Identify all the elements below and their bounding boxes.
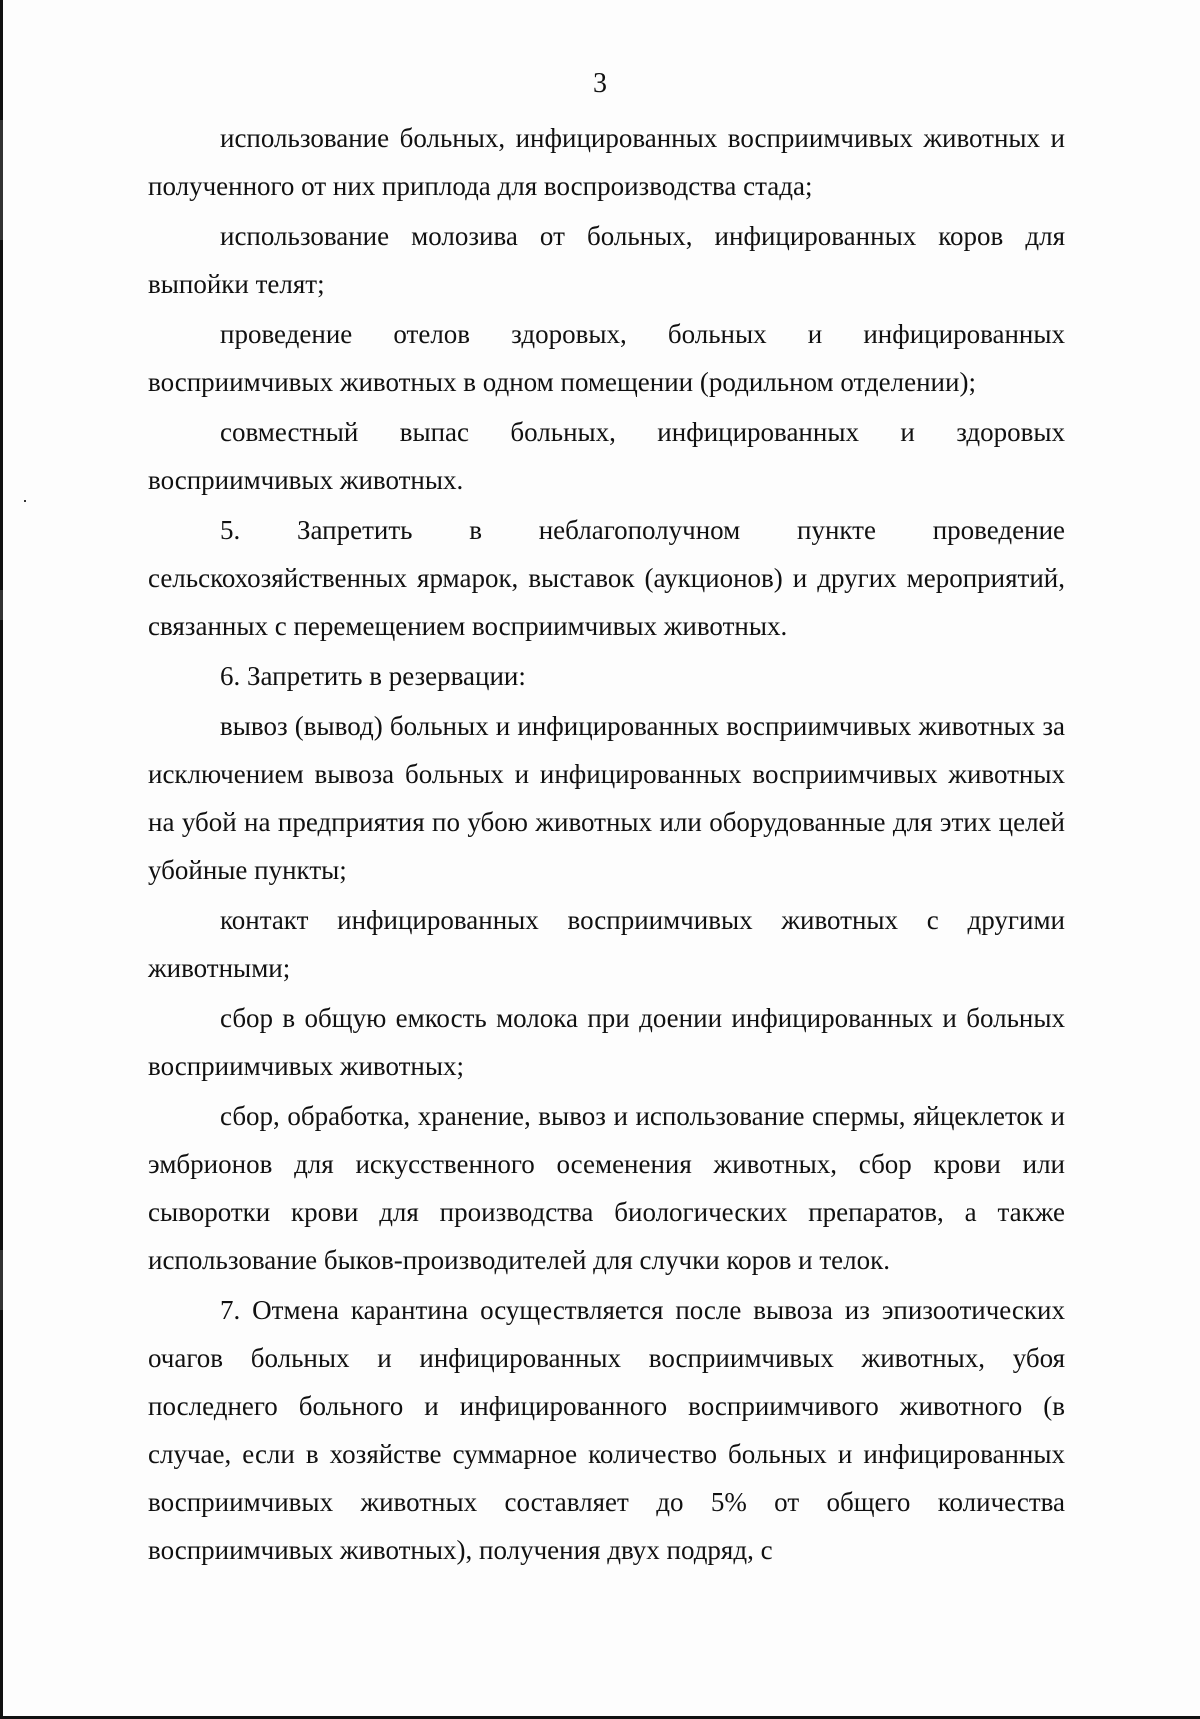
paragraph: сбор в общую емкость молока при доении инфицированных и больных восприимчивых животных; (148, 1003, 1065, 1081)
scan-mark (0, 590, 3, 620)
paragraph: проведение отелов здоровых, больных и инфицированных восприимчивых животных в одном помещении (родильном отделении); (148, 319, 1065, 397)
scan-mark (0, 1250, 3, 1310)
paragraph: 7. Отмена карантина осуществляется после вывоза из эпизоотических очагов больных и инфицированных восприимчивых животных, убоя последнего больного и инфицированного восприимчивого животного (в случае, если в хозяйстве суммарное количество больных и инфицированных восприимчивых животных составляет до 5% от общего количества восприимчивых животных), получения двух подряд, с (148, 1295, 1065, 1565)
paragraph: использование молозива от больных, инфицированных коров для выпойки телят; (148, 221, 1065, 299)
paragraph: контакт инфицированных восприимчивых животных с другими животными; (148, 905, 1065, 983)
paragraph: 6. Запретить в резервации: (220, 661, 526, 691)
body-text (148, 114, 1065, 1574)
page-number: 3 (593, 68, 607, 99)
scan-mark (24, 500, 26, 502)
paragraph: вывоз (вывод) больных и инфицированных восприимчивых животных за исключением вывоза больных и инфицированных восприимчивых животных на убой на предприятия по убою животных или оборудованные для этих целей убойные пункты; (148, 711, 1065, 885)
paragraph: использование больных, инфицированных восприимчивых животных и полученного от них приплода для воспроизводства стада; (148, 123, 1065, 201)
paragraph: совместный выпас больных, инфицированных и здоровых восприимчивых животных. (148, 417, 1065, 495)
scan-left-edge (0, 0, 3, 1719)
paragraph: сбор, обработка, хранение, вывоз и использование спермы, яйцеклеток и эмбрионов для искусственного осеменения животных, сбор крови или сыворотки крови для производства биологических препаратов, а также использование быков-производителей для случки коров и телок. (148, 1101, 1065, 1275)
paragraph: 5. Запретить в неблагополучном пункте проведение сельскохозяйственных ярмарок, выставок (аукционов) и других мероприятий, связанных с перемещением восприимчивых животных. (148, 515, 1065, 641)
scan-mark (0, 120, 3, 240)
